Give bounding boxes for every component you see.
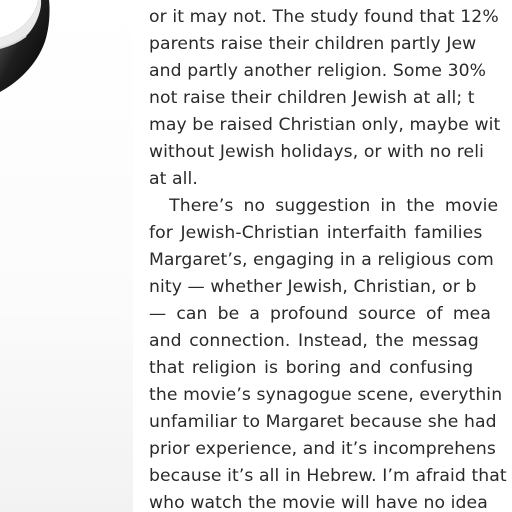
text-line: or it may not. The study found that 12% [149, 7, 499, 27]
text-line: for Jewish-Christian interfaith families [149, 223, 483, 243]
text-line: because it’s all in Hebrew. I’m afraid that [149, 466, 507, 486]
text-line: who watch the movie will have no idea [149, 493, 488, 512]
text-line: and connection. Instead, the messag [149, 331, 479, 351]
text-line: parents raise their children partly Jew [149, 34, 477, 54]
text-line: may be raised Christian only, maybe wit [149, 115, 501, 135]
dark-curl-graphic [0, 0, 60, 100]
article-body [149, 0, 512, 512]
text-line: and partly another religion. Some 30% [149, 61, 487, 81]
text-line: prior experience, and it’s incomprehens [149, 439, 496, 459]
text-line: Margaret’s, engaging in a religious com [149, 250, 494, 270]
text-line: that religion is boring and confusing [149, 358, 474, 378]
text-line: — can be a profound source of mea [149, 304, 491, 324]
text-line: at all. [149, 169, 198, 189]
left-image-panel [0, 0, 133, 512]
text-line: unfamiliar to Margaret because she had [149, 412, 497, 432]
text-line: the movie’s synagogue scene, everythin [149, 385, 503, 405]
text-line: not raise their children Jewish at all; t [149, 88, 475, 108]
text-line: without Jewish holidays, or with no reli [149, 142, 484, 162]
text-line: There’s no suggestion in the movie [149, 196, 499, 216]
text-line: nity — whether Jewish, Christian, or b [149, 277, 477, 297]
